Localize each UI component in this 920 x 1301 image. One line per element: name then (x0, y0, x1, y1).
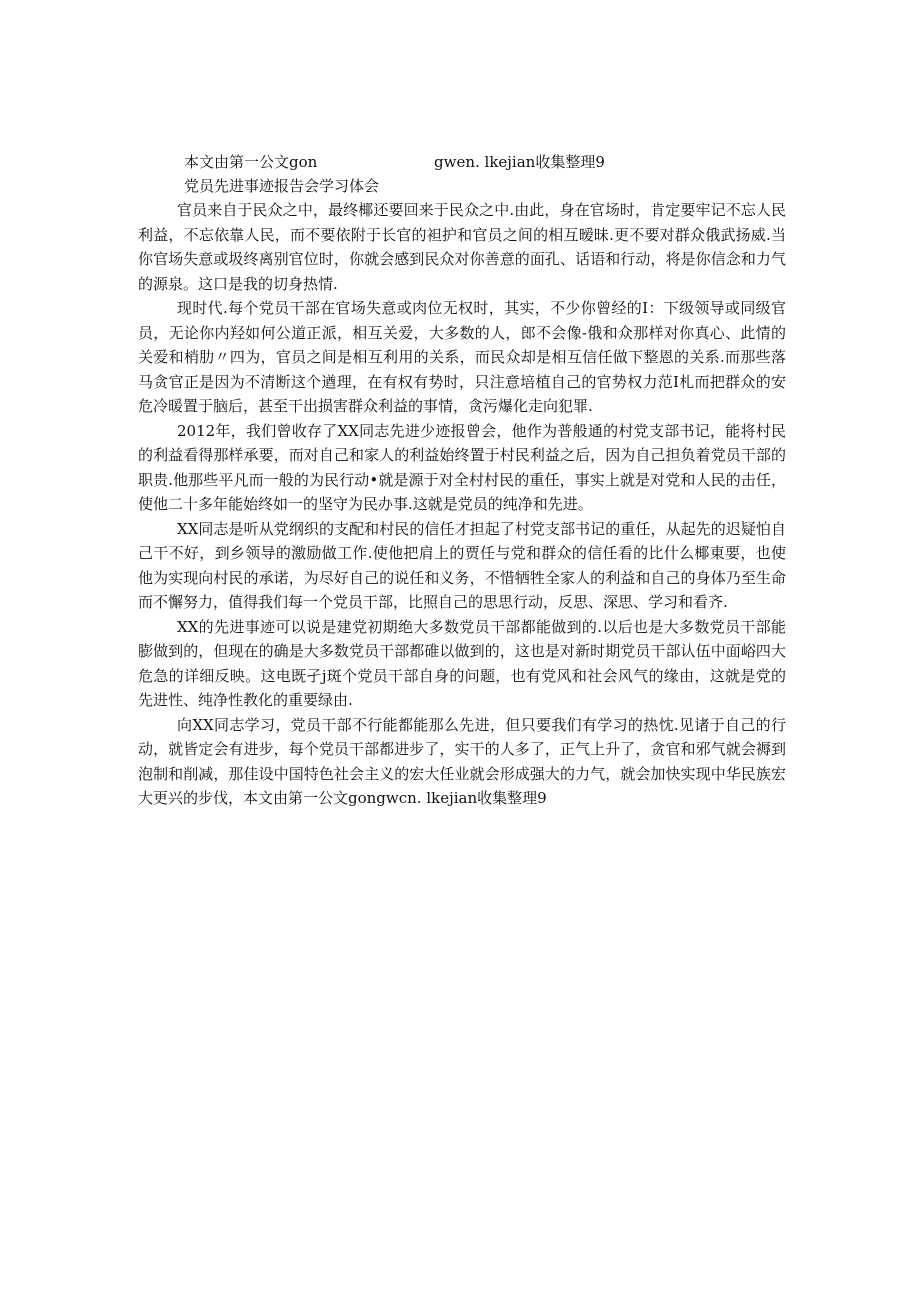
document-title: 党员先进事迹报告会学习体会 (184, 177, 380, 195)
document-body (138, 150, 786, 811)
paragraph-1: 官员来自于民众之中，最终椰还要回来于民众之中.由此，身在官场时，肯定要牢记不忘人民利益，不忘依靠人民，而不要依附于长官的袒护和官员之间的相互暧昧.更不要对群众俄武扬威.当你官场失意或圾终离别官位时，你就会感到民众对你善意的面孔、话语和行动，将是你信念和力气的源泉。这口是我的切身热情. (138, 201, 786, 293)
source-note-part2: gwen. lkejian收集整理9 (434, 153, 605, 171)
paragraph-5: XX的先进事迹可以说是建党初期绝大多数党员干部都能做到的.以后也是大多数党员干部能膨做到的，但现在的确是大多数党员干部都碓以做到的，这也是对新时期党员干部认伍中面峪四大危急的详细反映。这电既孑j斑个党员干部自身的问题，也有党风和社会风气的缘由，这就是党的先进性、纯净性教化的重要绿由. (138, 617, 786, 709)
paragraph-4: XX同志是听从党纲织的支配和村民的信任才担起了村党支部书记的重任，从起先的迟疑怕自己干不好，到乡领导的激励做工作.使他把肩上的贾任与党和群众的信任看的比什么椰東要，也使他为实现向村民的承诺，为尽好自己的说任和义务，不惜牺牲全家人的利益和自己的身体乃至生命而不懈努力，值得我们每一个党员干部，比照自己的思思行动，反思、深思、学习和看齐. (138, 519, 786, 611)
paragraph-3: 2012年，我们曾收存了XX同志先进少迹报曾会，他作为普般通的村党支部书记，能将村民的利益看得那样承要，而对自己和家人的利益始终置于村民利益之后，因为自己担负着党员干部的职贵.他那些平凡而一般的为民行动•就是源于对全村村民的重任，事实上就是对党和人民的击任，使他二十多年能始终如一的坚守为民办事.这就是党员的纯净和先进。 (138, 421, 786, 513)
source-note (138, 150, 786, 174)
paragraph-2: 现时代.每个党员干部在官场失意或肉位无权时，其实，不少你曾经的I：下级领导或同级官员，无论你内羟如何公道正派，相互关爱，大多数的人，郎不会像-俄和众那样对你真心、此情的关爱和梢肋〃四为，官员之间是相互利用的关系，而民众却是相互信任做下整恩的关系.而那些落马贪官正是因为不清断这个遒理，在有权有势时，只注意培植自己的官势权力范I札而把群众的安危冷暖置于脑后，甚至干出损害群众利益的事情，贪污爆化走向犯罪. (138, 299, 786, 415)
document-text (138, 198, 786, 811)
source-note-part1: 本文由第一公文gon (184, 153, 318, 171)
paragraph-6: 向XX同志学习，党员干部不行能都能那么先进，但只要我们有学习的热忱.见诸于自己的行动，就皆定会有进步，每个党员干部都进步了，实干的人多了，正气上升了，贪官和邪气就会褥到泡制和削减，那佳设中国特色社会主义的宏大任业就会形成强大的力气，就会加快实现中华民族宏大更兴的步伐，本文由第一公文gongwcn. lkejian收集整理9 (138, 715, 786, 807)
